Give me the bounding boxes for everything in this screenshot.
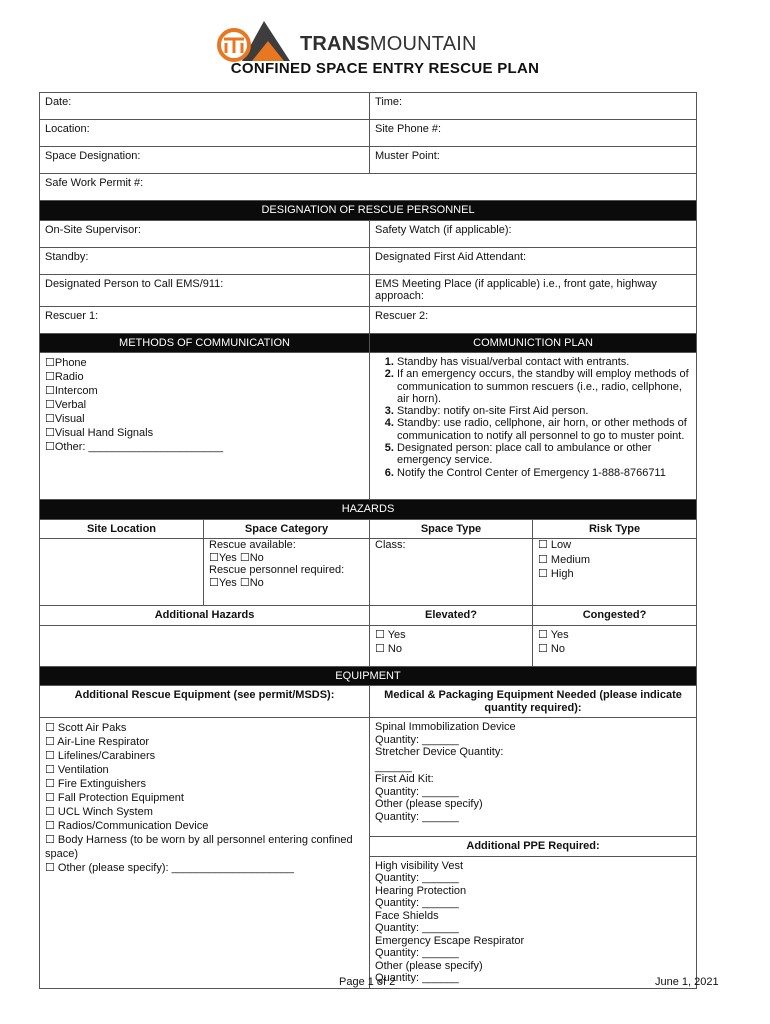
ppe-item: Face Shields [375,909,439,922]
risk-low-checkbox[interactable]: ☐ Low [538,539,572,551]
onsite-supervisor-field[interactable]: On-Site Supervisor: [40,220,370,247]
plan-cell [370,353,697,500]
space-type-label: Space Type [370,519,533,539]
ppe-item: Hearing Protection [375,884,467,897]
space-category-label: Space Category [204,519,370,539]
plan-step: 4. Standby: use radio, cellphone, air horn, or other methods of communication to notify all personnel to go to muster point. [397,417,691,442]
plan-list [375,356,691,479]
site-phone-field[interactable]: Site Phone #: [370,120,697,147]
method-item[interactable]: ☐Verbal [45,399,87,411]
methods-header: METHODS OF COMMUNICATION [40,333,370,353]
page-title: CONFINED SPACE ENTRY RESCUE PLAN [230,60,540,77]
space-designation-field[interactable]: Space Designation: [40,147,370,174]
equipment-item[interactable]: ☐ Radios/Communication Device [45,820,209,832]
methods-cell [40,353,370,500]
additional-hazards-input[interactable] [40,625,370,666]
ppe-item: Other (please specify) [375,959,483,972]
equipment-item[interactable]: ☐ Other (please specify): ____________________ [45,862,294,874]
method-item[interactable]: ☐Visual Hand Signals [45,427,154,439]
method-item[interactable]: ☐Visual [45,413,85,425]
medical-item: Stretcher Device Quantity: [375,746,504,758]
plan-step: 2. If an emergency occurs, the standby will employ methods of communication to summon rescuers (i.e., radio, cellphone, air horn). [397,368,691,405]
plan-step: 3. Standby: notify on-site First Aid person. [397,405,691,417]
medical-packaging-label: Medical & Packaging Equipment Needed (please indicate quantity required): [370,686,697,718]
equipment-item[interactable]: ☐ Fall Protection Equipment [45,792,184,804]
method-item[interactable]: ☐Other: ______________________ [45,441,224,453]
class-field[interactable]: Class: [370,539,533,606]
elevated-cell [370,625,533,666]
equipment-item[interactable]: ☐ Air-Line Respirator [45,736,150,748]
first-aid-attendant-field[interactable]: Designated First Aid Attendant: [370,247,697,274]
additional-hazards-label: Additional Hazards [40,606,370,626]
congested-label: Congested? [533,606,697,626]
elevated-no-checkbox[interactable]: ☐ No [375,643,402,655]
plan-step: 1. Standby has visual/verbal contact with entrants. [397,356,691,368]
plan-header: COMMUNICTION PLAN [370,333,697,353]
hazards-header: HAZARDS [40,500,697,520]
space-category-cell [204,539,370,606]
site-location-input[interactable] [40,539,204,606]
plan-step: 6. Notify the Control Center of Emergency 1-888-8766711 [397,467,691,479]
call-ems-field[interactable]: Designated Person to Call EMS/911: [40,274,370,306]
method-item[interactable]: ☐Phone [45,357,87,369]
rescue-plan-form [39,92,697,989]
date-field[interactable]: Date: [40,93,370,120]
congested-cell [533,625,697,666]
logo-wordmark: TRANSMOUNTAIN [300,33,477,55]
rescue-available-label: Rescue available: [209,539,296,551]
congested-yes-checkbox[interactable]: ☐ Yes [538,628,569,641]
ppe-item[interactable]: Quantity: ______ [375,872,459,884]
equipment-header: EQUIPMENT [40,666,697,686]
ppe-item[interactable]: Quantity: ______ [375,972,459,984]
elevated-yes-checkbox[interactable]: ☐ Yes [375,628,406,641]
rescue-equipment-list [45,721,364,875]
ppe-item[interactable]: Quantity: ______ [375,897,459,909]
ppe-item: High visibility Vest [375,859,464,872]
rescuer-2-field[interactable]: Rescuer 2: [370,306,697,333]
ppe-item: Emergency Escape Respirator [375,934,525,947]
method-item[interactable]: ☐Intercom [45,385,98,397]
rescue-available-options[interactable]: ☐Yes ☐No [209,551,264,564]
safety-watch-field[interactable]: Safety Watch (if applicable): [370,220,697,247]
rescue-personnel-label: Rescue personnel required: [209,564,345,576]
rescue-equipment-cell [40,718,370,989]
plan-step: 5. Designated person: place call to ambulance or other emergency service. [397,442,691,467]
methods-list [45,356,364,454]
medical-item[interactable]: ______ [375,760,412,773]
elevated-label: Elevated? [370,606,533,626]
medical-item[interactable]: Quantity: ______ [375,733,459,746]
risk-type-cell [533,539,697,606]
rescue-personnel-header: DESIGNATION OF RESCUE PERSONNEL [40,201,697,221]
medical-item: Other (please specify) [375,798,483,810]
risk-high-checkbox[interactable]: ☐ High [538,568,574,580]
footer-date: June 1, 2021 [655,976,719,988]
company-logo [212,17,512,63]
equipment-item[interactable]: ☐ Body Harness (to be worn by all personnel entering confined space) [45,834,353,860]
rescuer-1-field[interactable]: Rescuer 1: [40,306,370,333]
page-number: Page 1 of 2 [339,976,396,988]
time-field[interactable]: Time: [370,93,697,120]
congested-no-checkbox[interactable]: ☐ No [538,643,565,655]
additional-rescue-label: Additional Rescue Equipment (see permit/MSDS): [40,686,370,718]
medical-item[interactable]: Quantity: ______ [375,810,459,823]
method-item[interactable]: ☐Radio [45,371,84,383]
transmountain-logo-icon [212,17,302,63]
standby-field[interactable]: Standby: [40,247,370,274]
ppe-item[interactable]: Quantity: ______ [375,922,459,934]
equipment-item[interactable]: ☐ Fire Extinguishers [45,778,146,790]
ems-meeting-field[interactable]: EMS Meeting Place (if applicable) i.e., front gate, highway approach: [370,274,697,306]
ppe-header: Additional PPE Required: [370,837,697,857]
equipment-item[interactable]: ☐ Ventilation [45,764,109,776]
ppe-cell [370,856,697,988]
risk-medium-checkbox[interactable]: ☐ Medium [538,553,591,566]
location-field[interactable]: Location: [40,120,370,147]
medical-item: First Aid Kit: [375,773,434,785]
rescue-personnel-options[interactable]: ☐Yes ☐No [209,576,264,589]
medical-item: Spinal Immobilization Device [375,721,516,733]
medical-item[interactable]: Quantity: ______ [375,785,459,798]
muster-point-field[interactable]: Muster Point: [370,147,697,174]
ppe-item[interactable]: Quantity: ______ [375,947,459,959]
equipment-item[interactable]: ☐ Scott Air Paks [45,722,127,734]
medical-equipment-cell [370,718,697,837]
equipment-item[interactable]: ☐ Lifelines/Carabiners [45,750,156,762]
safe-work-permit-field[interactable]: Safe Work Permit #: [40,174,697,201]
risk-type-label: Risk Type [533,519,697,539]
site-location-label: Site Location [40,519,204,539]
equipment-item[interactable]: ☐ UCL Winch System [45,806,153,818]
